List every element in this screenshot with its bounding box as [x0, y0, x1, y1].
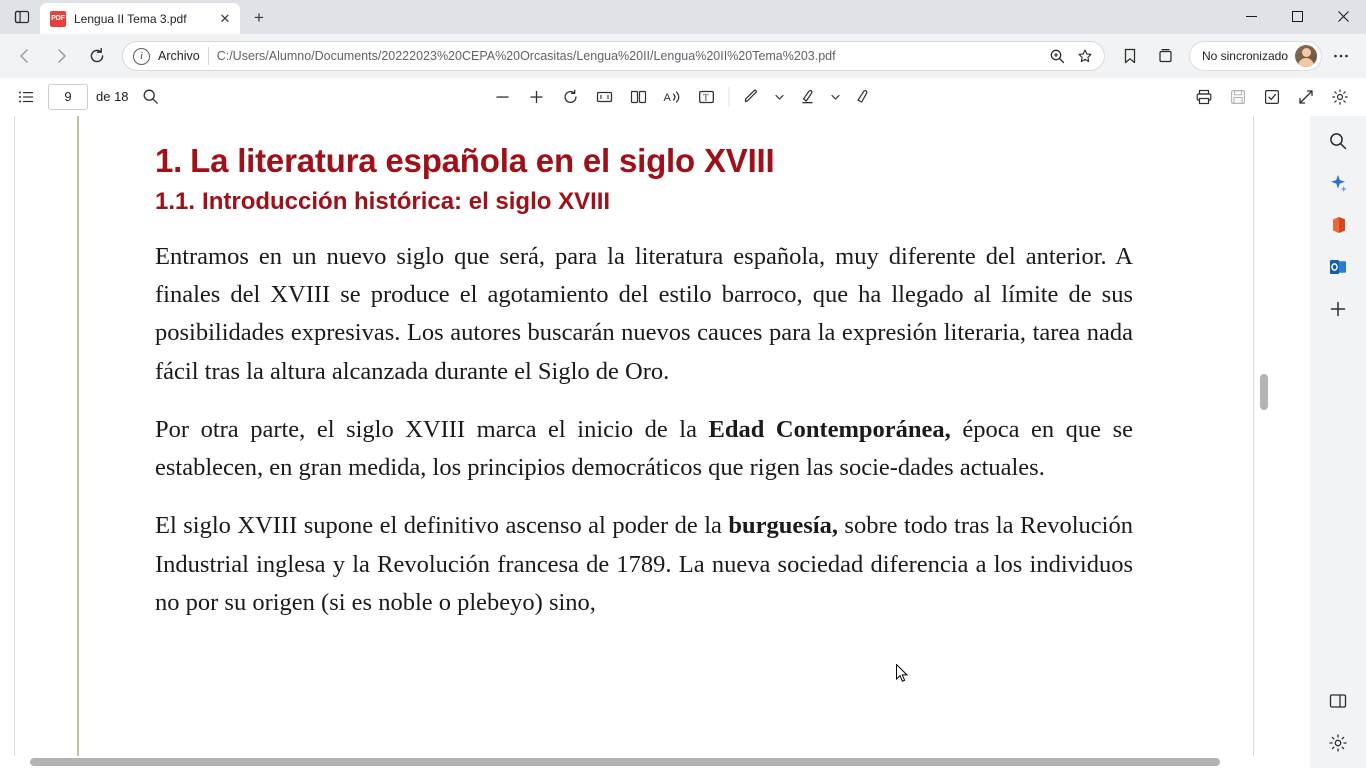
scrollbar-thumb-horizontal[interactable]: [30, 758, 1220, 766]
draw-chevron-down-icon[interactable]: [770, 82, 790, 112]
zoom-icon[interactable]: [1044, 43, 1070, 69]
page-number-input[interactable]: [48, 84, 88, 110]
heading2-number: 1.1.: [155, 188, 196, 215]
sidebar-settings-icon[interactable]: [1319, 724, 1357, 762]
edge-sidebar: [1310, 116, 1366, 768]
maximize-button[interactable]: [1274, 0, 1320, 32]
browser-settings-button[interactable]: [1324, 39, 1358, 73]
plus-icon[interactable]: [1319, 290, 1357, 328]
paragraph-1: Entramos en un nuevo siglo que será, para la literatura española, muy diferente del anterior. A finales del XVIII se produce el agotamiento del estilo barroco, que ha llegado al límite de sus posibilidades expresivas. Los autores buscarán nuevos cauces para la expresión literaria, tarea nada fácil tras la altura alcanzada durante el Siglo de Oro.: [155, 243, 1133, 385]
forward-button[interactable]: [44, 39, 78, 73]
tab-actions-button[interactable]: [4, 2, 40, 32]
reload-button[interactable]: [80, 39, 114, 73]
pdf-toolbar-right: [1188, 82, 1356, 112]
pdf-settings-gear-icon[interactable]: [1324, 82, 1356, 112]
search-icon[interactable]: [1319, 122, 1357, 160]
url-text[interactable]: C:/Users/Alumno/Documents/20222023%20CEPA%20Orcasitas/Lengua%20II/Lengua%20II%20Tema%203.pdf: [216, 49, 836, 63]
section-heading: [155, 188, 1133, 216]
tab-lengua-ii-tema-3[interactable]: [40, 3, 240, 34]
tab-title: Lengua II Tema 3.pdf: [74, 11, 187, 26]
close-icon[interactable]: ✕: [219, 11, 231, 26]
svg-text:A: A: [663, 91, 671, 104]
highlight-chevron-down-icon[interactable]: [826, 82, 846, 112]
minimize-button[interactable]: [1228, 0, 1274, 32]
page-total-label: de 18: [96, 89, 129, 104]
highlight-icon[interactable]: [792, 82, 824, 112]
save-as-icon[interactable]: [1256, 82, 1288, 112]
print-icon[interactable]: [1188, 82, 1220, 112]
avatar[interactable]: [1295, 45, 1317, 67]
heading1-text: La literatura española en el siglo XVIII: [190, 142, 775, 179]
tab-strip: [0, 0, 1366, 34]
save-icon[interactable]: [1222, 82, 1254, 112]
favorites-button[interactable]: [1113, 39, 1147, 73]
address-bar[interactable]: [122, 41, 1105, 71]
split-screen-icon[interactable]: [1319, 682, 1357, 720]
info-icon[interactable]: i: [133, 48, 150, 65]
document-horizontal-scrollbar[interactable]: [0, 756, 1270, 768]
pdf-toolbar-left: [10, 82, 167, 112]
document-vertical-scrollbar[interactable]: [1258, 116, 1270, 768]
sync-status-label: No sincronizado: [1201, 49, 1288, 63]
page-title: [155, 142, 1133, 180]
sync-status-button[interactable]: [1189, 41, 1322, 71]
read-aloud-icon[interactable]: [657, 82, 689, 112]
paragraph-3-bold: burguesía,: [728, 512, 838, 540]
divider: [208, 47, 209, 65]
heading2-text: Introducción histórica: el siglo XVIII: [202, 188, 611, 215]
zoom-in-button[interactable]: [521, 82, 553, 112]
outlook-icon[interactable]: [1319, 248, 1357, 286]
back-button[interactable]: [8, 39, 42, 73]
paragraph-2-bold: Edad Contemporánea,: [708, 415, 951, 443]
add-text-icon[interactable]: [691, 82, 723, 112]
page-margin-rule: [77, 116, 79, 760]
zoom-out-button[interactable]: [487, 82, 519, 112]
paragraph-3: [155, 507, 1133, 622]
paragraph-2: [155, 411, 1133, 487]
paragraph-2-part-b: época en que se establecen, en gran medida, los principios democráticos que rigen las socie-dades actuales.: [155, 415, 1134, 482]
url-scheme-label: Archivo: [158, 49, 200, 63]
fullscreen-icon[interactable]: [1290, 82, 1322, 112]
heading1-number: 1.: [155, 142, 183, 179]
collections-button[interactable]: [1149, 39, 1183, 73]
office-icon[interactable]: [1319, 206, 1357, 244]
draw-icon[interactable]: [736, 82, 768, 112]
page-view-icon[interactable]: [623, 82, 655, 112]
paragraph-3-part-a: El siglo XVIII supone el definitivo ascenso al poder de la: [155, 512, 729, 540]
paragraph-3-part-b: sobre todo tras la Revolución Industrial inglesa y la Revolución francesa de 1789. La nueva sociedad diferencia a los individuos no por su origen (si es noble o plebeyo) sino,: [155, 512, 1133, 616]
erase-icon[interactable]: [848, 82, 880, 112]
pdf-page-text: [155, 142, 1133, 642]
pdf-toolbar-center: [487, 82, 880, 112]
scrollbar-thumb[interactable]: [1260, 374, 1268, 410]
favorite-star-icon[interactable]: [1072, 43, 1098, 69]
rotate-icon[interactable]: [555, 82, 587, 112]
fit-to-page-icon[interactable]: [589, 82, 621, 112]
pdf-document-viewport[interactable]: [0, 116, 1310, 768]
window-controls: [1228, 0, 1366, 32]
copilot-icon[interactable]: [1319, 164, 1357, 202]
pdf-page: [14, 116, 1254, 768]
omnibox-actions: [1044, 43, 1098, 69]
svg-text:T: T: [703, 91, 709, 102]
window-close-button[interactable]: [1320, 0, 1366, 32]
table-of-contents-icon[interactable]: [10, 82, 42, 112]
pdf-toolbar: [0, 78, 1366, 116]
search-icon[interactable]: [135, 82, 167, 112]
content-area: [0, 116, 1366, 768]
pdf-icon: PDF: [50, 11, 66, 27]
navigation-bar: [0, 34, 1366, 78]
divider: [729, 87, 730, 107]
sidebar-bottom-actions: [1319, 682, 1357, 762]
new-tab-button[interactable]: +: [254, 8, 264, 27]
paragraph-2-part-a: Por otra parte, el siglo XVIII marca el inicio de la: [155, 415, 709, 443]
